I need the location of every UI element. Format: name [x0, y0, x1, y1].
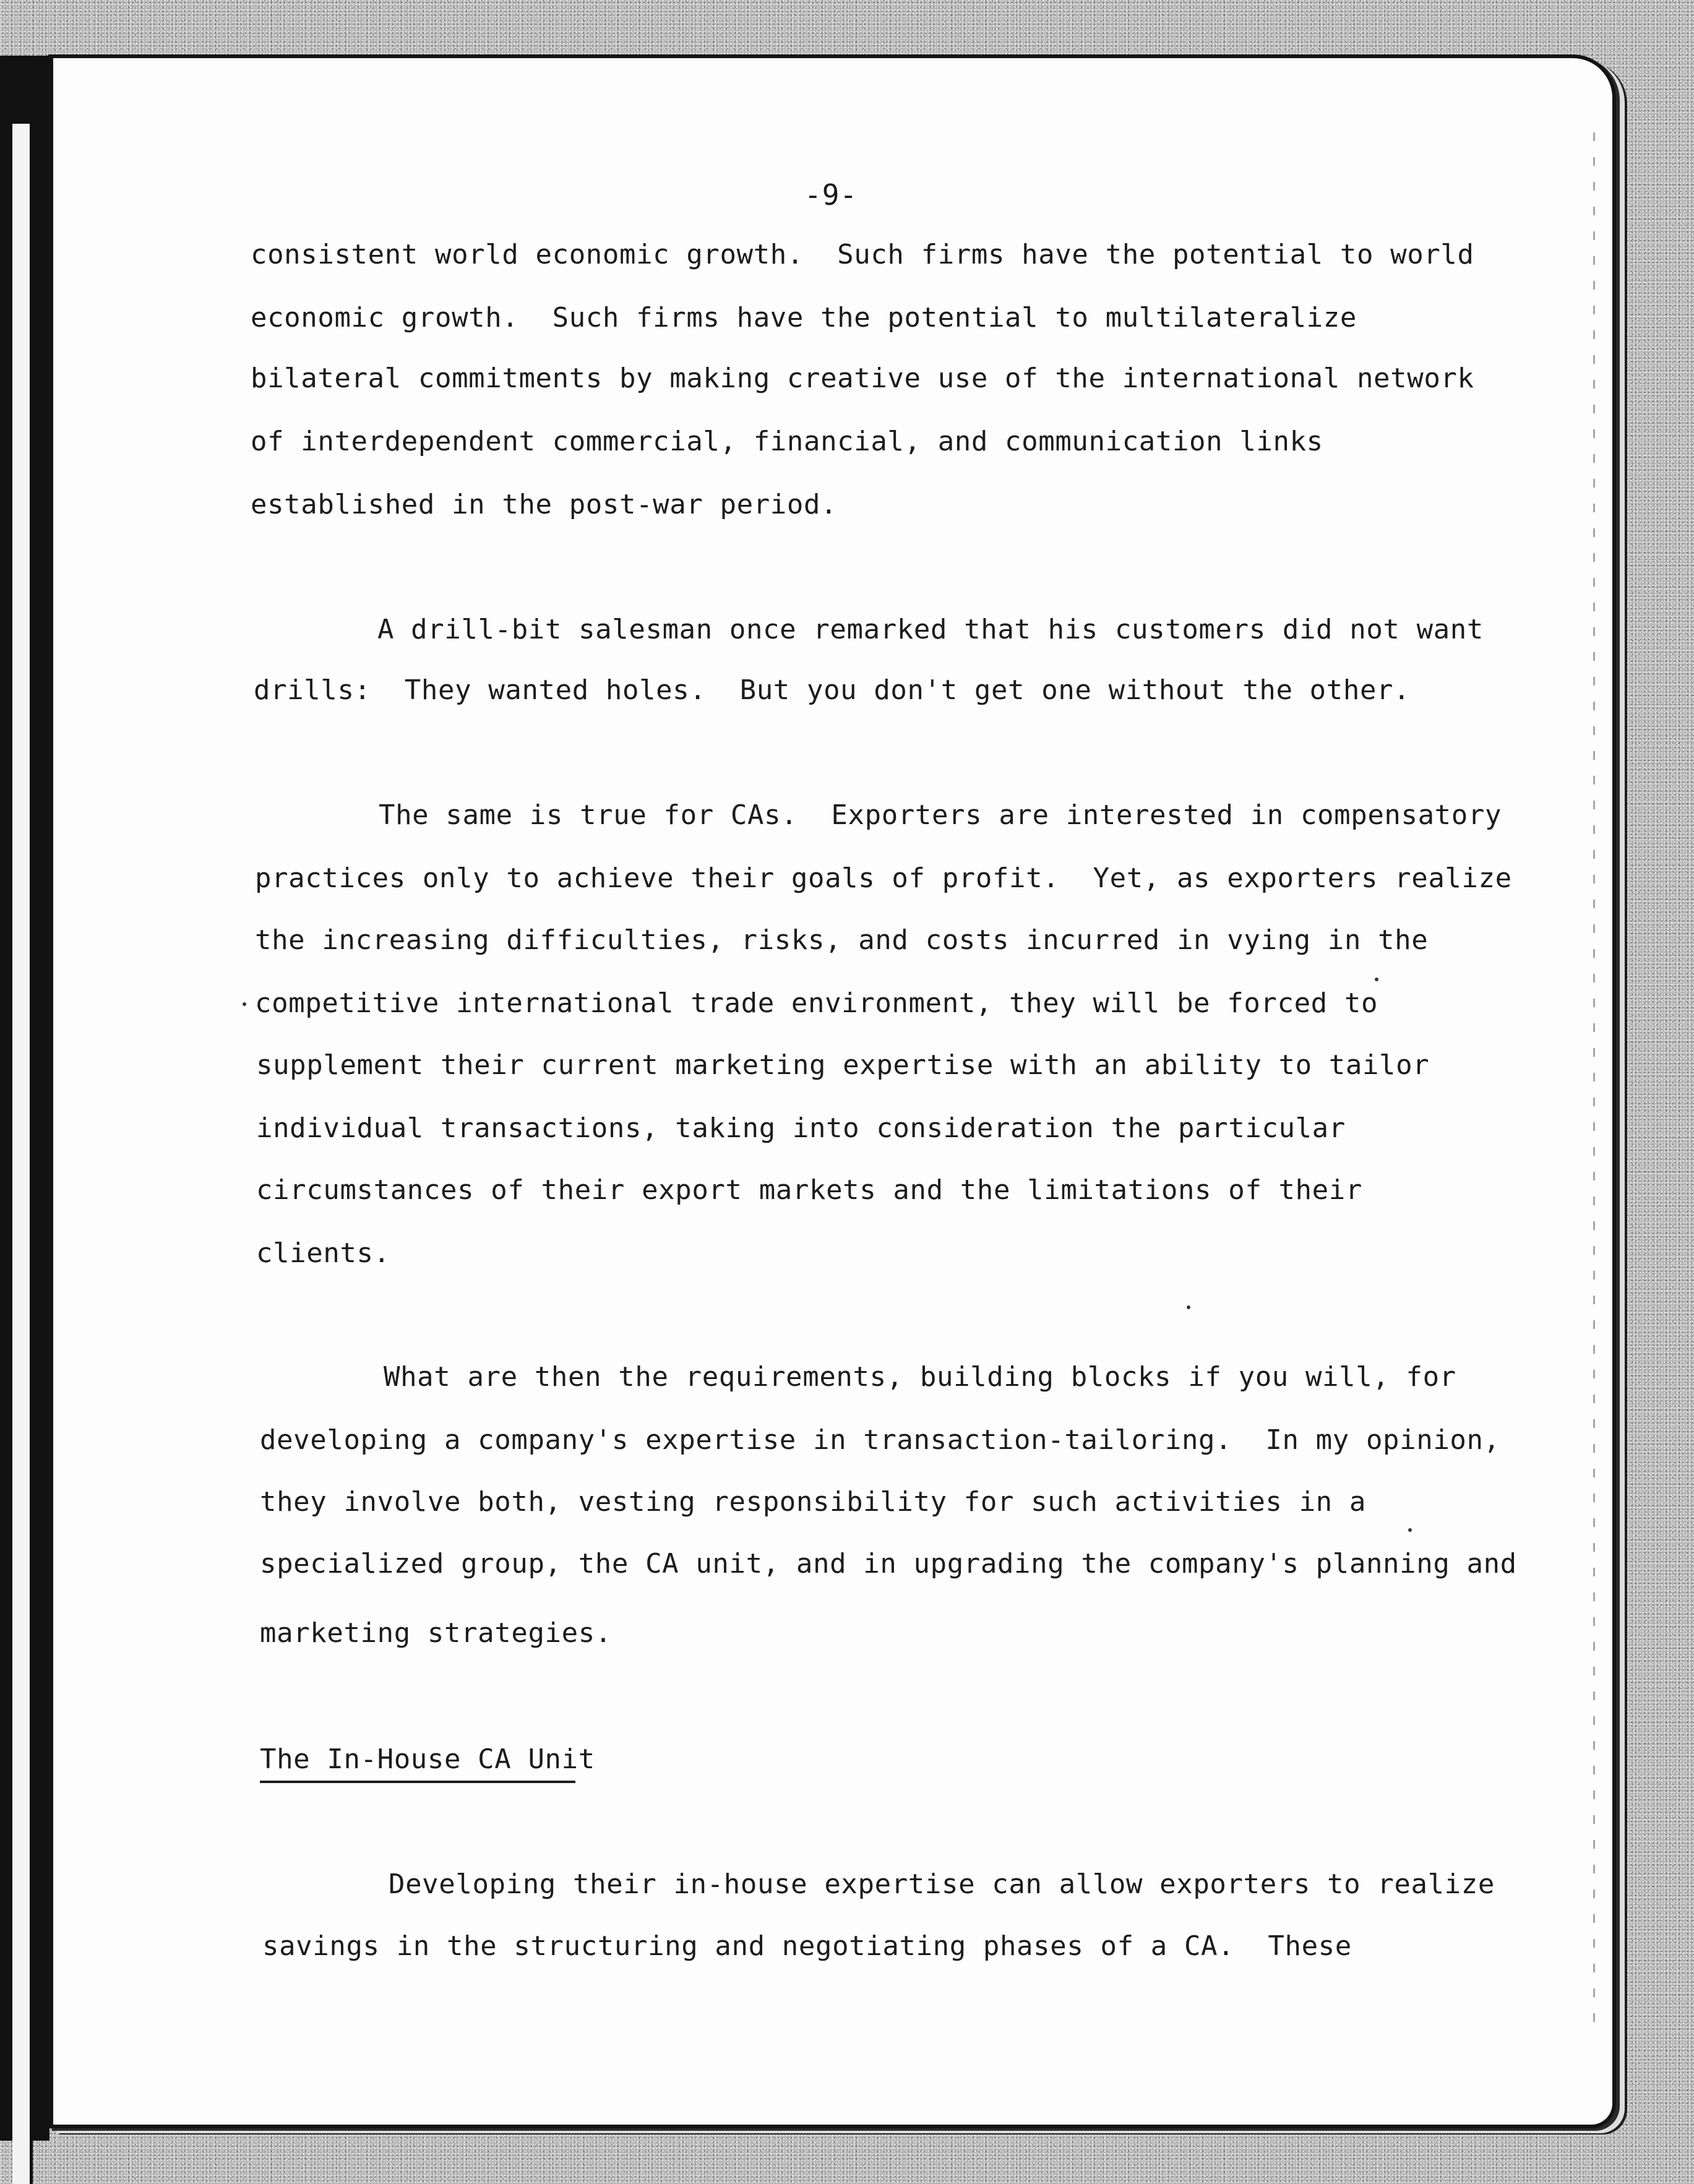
text-line-15: clients. [256, 1237, 390, 1269]
text-line-11: competitive international trade environment, they will be forced to [255, 987, 1378, 1019]
text-line-8: The same is true for CAs. Exporters are interested in compensatory [379, 799, 1502, 831]
section-heading: The In-House CA Unit [260, 1743, 595, 1775]
text-line-19: specialized group, the CA unit, and in upgrading the company's planning and [260, 1548, 1517, 1580]
page-number: -9- [804, 178, 858, 212]
binder-edge [0, 56, 49, 2141]
text-line-21: Developing their in-house expertise can allow exporters to realize [389, 1868, 1495, 1900]
text-line-10: the increasing difficulties, risks, and costs incurred in vying in the [255, 924, 1429, 956]
text-line-13: individual transactions, taking into consideration the particular [256, 1112, 1346, 1144]
text-line-7: drills: They wanted holes. But you don't get one without the other. [254, 674, 1411, 706]
text-line-20: marketing strategies. [260, 1617, 612, 1649]
text-line-17: developing a company's expertise in transaction-tailoring. In my opinion, [260, 1424, 1500, 1456]
binder-inner-strip [12, 124, 33, 2184]
scan-speck [1408, 1528, 1412, 1532]
text-line-6: A drill-bit salesman once remarked that his customers did not want [377, 614, 1484, 645]
scan-speck [243, 1002, 246, 1006]
text-line-1: consistent world economic growth. Such firms have the potential to world [251, 239, 1474, 270]
text-line-22: savings in the structuring and negotiating phases of a CA. These [262, 1930, 1352, 1962]
text-line-9: practices only to achieve their goals of profit. Yet, as exporters realize [255, 862, 1512, 894]
text-line-5: established in the post-war period. [251, 489, 838, 520]
text-line-2: economic growth. Such firms have the potential to multilateralize [251, 302, 1357, 333]
scan-speck [1375, 978, 1378, 981]
text-line-12: supplement their current marketing expertise with an ability to tailor [256, 1049, 1430, 1081]
text-line-4: of interdependent commercial, financial, and communication links [251, 426, 1323, 457]
scan-speck [1187, 1305, 1190, 1309]
section-heading-underline [260, 1781, 575, 1783]
text-line-18: they involve both, vesting responsibility for such activities in a [260, 1486, 1366, 1518]
text-line-3: bilateral commitments by making creative use of the international network [251, 363, 1474, 394]
text-line-16: What are then the requirements, building blocks if you will, for [384, 1361, 1456, 1393]
text-line-14: circumstances of their export markets and the limitations of their [256, 1174, 1362, 1206]
